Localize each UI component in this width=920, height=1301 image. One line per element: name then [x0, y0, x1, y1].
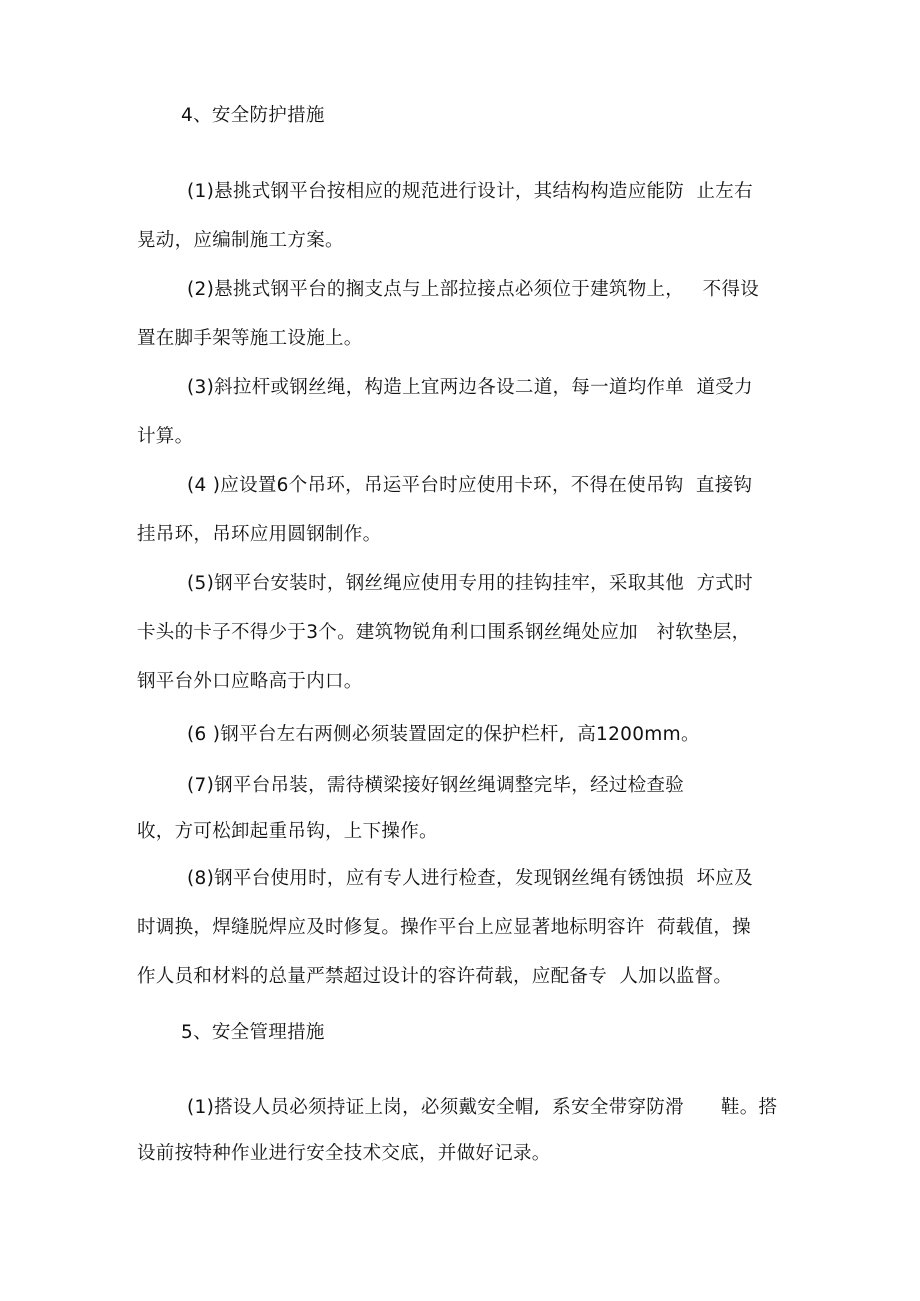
mgmt-item-1-line-1: (1)搭设人员必须持证上岗，必须戴安全帽, 系安全带穿防滑 鞋。搭 [187, 1097, 778, 1118]
item-8-line-2: 时调换，焊缝脱焊应及时修复。操作平台上应显著地标明容许 荷载值，操 [137, 917, 751, 938]
section-heading-5: 5、安全管理措施 [181, 1022, 325, 1043]
item-2-line-1: (2)悬挑式钢平台的搁支点与上部拉接点必须位于建筑物上， 不得设 [187, 279, 760, 300]
mgmt-item-1-line-2: 设前按特种作业进行安全技术交底，并做好记录。 [137, 1143, 551, 1164]
item-1-line-1: (1)悬挑式钢平台按相应的规范进行设计，其结构构造应能防 止左右 [187, 181, 753, 202]
item-6-line-1: (6 )钢平台左右两侧必须装置固定的保护栏杆, 高1200mm。 [187, 724, 700, 745]
item-1-line-2: 晃动，应编制施工方案。 [137, 230, 344, 251]
item-7-line-2: 收，方可松卸起重吊钩，上下操作。 [137, 821, 438, 842]
item-4-line-2: 挂吊环，吊环应用圆钢制作。 [137, 524, 382, 545]
item-3-line-2: 计算。 [137, 426, 194, 447]
item-8-line-1: (8)钢平台使用时，应有专人进行检查，发现钢丝绳有锈蚀损 坏应及 [187, 868, 753, 889]
item-8-line-3: 作人员和材料的总量严禁超过设计的容许荷载，应配备专 人加以监督。 [137, 966, 733, 987]
item-2-line-2: 置在脚手架等施工设施上。 [137, 328, 363, 349]
item-4-line-1: (4 )应设置6个吊环，吊运平台时应使用卡环，不得在使吊钩 直接钩 [187, 475, 753, 496]
item-7-line-1: (7)钢平台吊装，需待横梁接好钢丝绳调整完毕，经过检查验 [187, 775, 685, 796]
section-heading-4: 4、安全防护措施 [181, 105, 325, 126]
item-3-line-1: (3)斜拉杆或钢丝绳，构造上宜两边各设二道，每一道均作单 道受力 [187, 377, 753, 398]
item-5-line-3: 钢平台外口应略高于内口。 [137, 671, 363, 692]
item-5-line-1: (5)钢平台安装时，钢丝绳应使用专用的挂钩挂牢，采取其他 方式时 [187, 573, 753, 594]
item-5-line-2: 卡头的卡子不得少于3个。建筑物锐角利口围系钢丝绳处应加 衬软垫层， [137, 622, 751, 643]
